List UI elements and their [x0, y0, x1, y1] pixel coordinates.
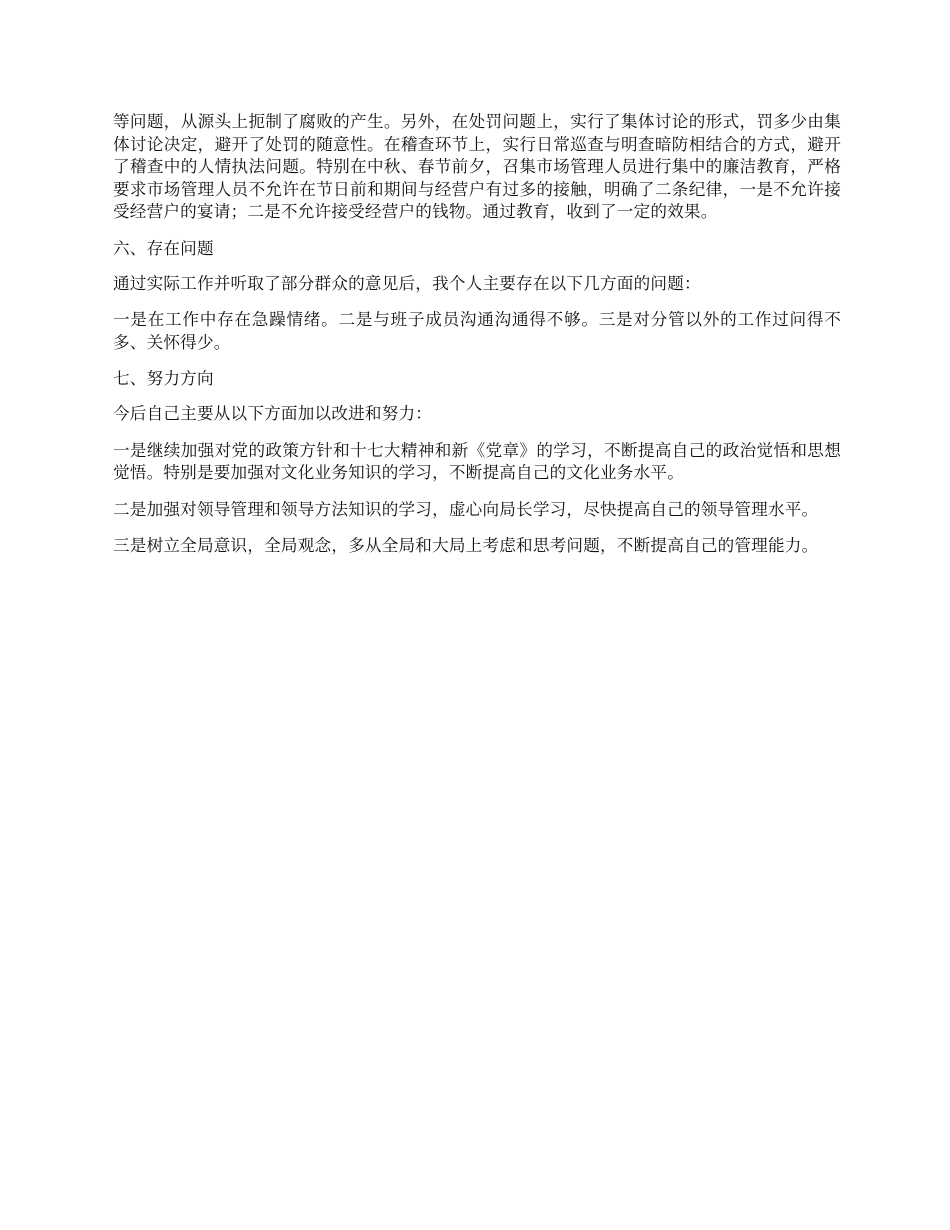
section-heading-existing-problems: 六、存在问题: [113, 238, 214, 258]
paragraph-improvement-two: 二是加强对领导管理和领导方法知识的学习，虚心向局长学习，尽快提高自己的领导管理水平。: [113, 499, 819, 519]
document-page: [113, 111, 841, 572]
paragraph-improvement-three: 三是树立全局意识，全局观念，多从全局和大局上考虑和思考问题，不断提高自己的管理能力。: [113, 536, 819, 556]
paragraph-problems-intro: 通过实际工作并听取了部分群众的意见后，我个人主要存在以下几方面的问题：: [113, 273, 701, 293]
section-heading-improvement-direction: 七、努力方向: [113, 369, 214, 389]
paragraph-problems-list: 一是在工作中存在急躁情绪。二是与班子成员沟通沟通得不够。三是对分管以外的工作过问得不多、关怀得少。: [113, 310, 841, 352]
paragraph-anti-corruption-measures: 等问题，从源头上扼制了腐败的产生。另外，在处罚问题上，实行了集体讨论的形式，罚多少由集体讨论决定，避开了处罚的随意性。在稽查环节上，实行日常巡查与明查暗防相结合的方式，避开了稽查中的人情执法问题。特别在中秋、春节前夕，召集市场管理人员进行集中的廉洁教育，严格要求市场管理人员不允许在节日前和期间与经营户有过多的接触，明确了二条纪律，一是不允许接受经营户的宴请；二是不允许接受经营户的钱物。通过教育，收到了一定的效果。: [113, 112, 841, 222]
paragraph-improvement-intro: 今后自己主要从以下方面加以改进和努力：: [113, 403, 433, 423]
paragraph-improvement-one: 一是继续加强对党的政策方针和十七大精神和新《党章》的学习，不断提高自己的政治觉悟和思想觉悟。特别是要加强对文化业务知识的学习，不断提高自己的文化业务水平。: [113, 440, 841, 483]
